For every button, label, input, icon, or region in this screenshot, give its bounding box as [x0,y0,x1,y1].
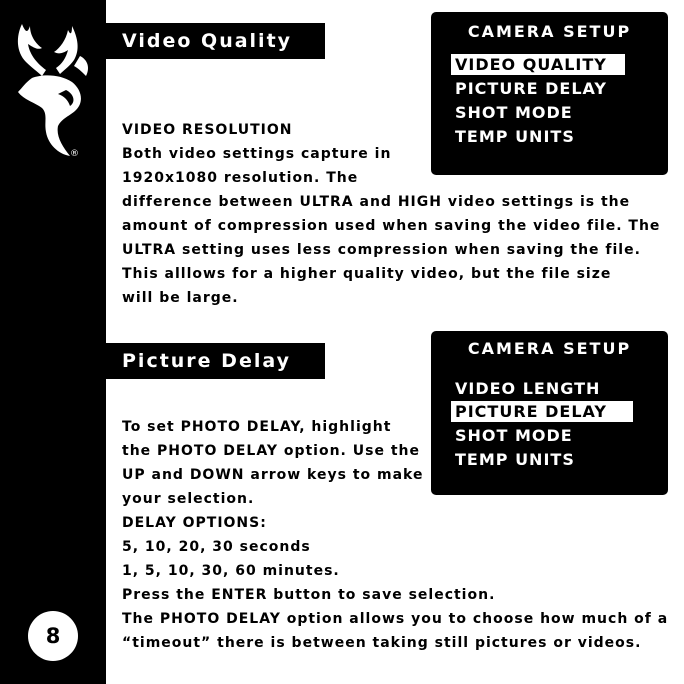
menu-item-shot-mode[interactable]: SHOT MODE [455,103,573,122]
text-line: your selection. [122,491,255,507]
text-line: amount of compression used when saving the video file. The [122,218,661,234]
text-line: To set PHOTO DELAY, highlight [122,419,392,435]
buckmark-logo-icon [12,16,92,166]
section-title-picture-delay: Picture Delay [106,343,325,379]
menu-item-picture-delay[interactable]: PICTURE DELAY [455,79,607,98]
text-line: difference between ULTRA and HIGH video settings is the [122,194,631,210]
video-quality-text [122,118,660,310]
text-line: Press the ENTER button to save selection. [122,587,496,603]
trademark-symbol: ® [70,149,79,159]
text-line: will be large. [122,290,239,306]
menu-item-video-quality[interactable]: VIDEO QUALITY [451,54,625,75]
sidebar [0,0,106,684]
menu-item-temp-units[interactable]: TEMP UNITS [455,450,575,469]
menu-title: CAMERA SETUP [467,339,632,358]
picture-delay-text [122,415,668,655]
text-line: 1920x1080 resolution. The [122,170,359,186]
text-line: UP and DOWN arrow keys to make [122,467,424,483]
text-line: Both video settings capture in [122,146,392,162]
text-line: the PHOTO DELAY option. Use the [122,443,420,459]
text-line: This alllows for a higher quality video, but the file size [122,266,612,282]
menu-item-shot-mode[interactable]: SHOT MODE [455,426,573,445]
menu-item-picture-delay[interactable]: PICTURE DELAY [451,401,633,422]
menu-title: CAMERA SETUP [467,22,632,41]
text-line: “timeout” there is between taking still pictures or videos. [122,635,642,651]
text-line: 1, 5, 10, 30, 60 minutes. [122,563,340,579]
text-line: The PHOTO DELAY option allows you to choose how much of a [122,611,669,627]
text-line: ULTRA setting uses less compression when saving the file. [122,242,641,258]
text-line: 5, 10, 20, 30 seconds [122,539,311,555]
text-line: VIDEO RESOLUTION [122,122,293,138]
section-title-video-quality: Video Quality [106,23,325,59]
menu-item-temp-units[interactable]: TEMP UNITS [455,127,575,146]
text-line: DELAY OPTIONS: [122,515,267,531]
page-number: 8 [28,611,78,661]
menu-item-video-length[interactable]: VIDEO LENGTH [455,379,601,398]
